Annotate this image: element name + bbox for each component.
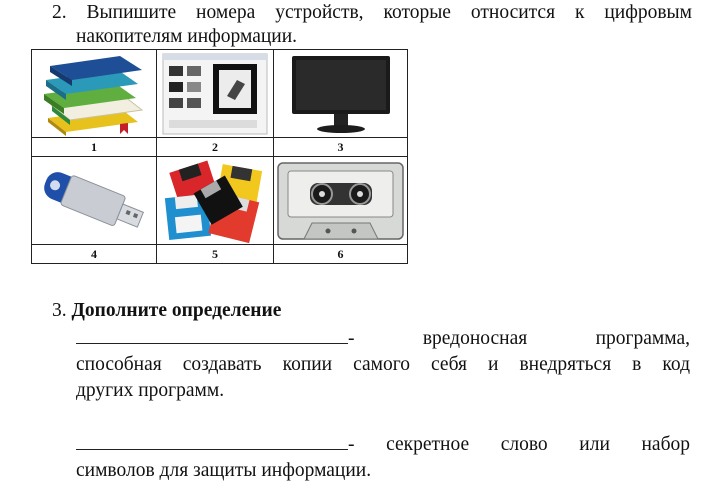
definition-2-row-1 [76,432,690,458]
question-2-text-line-2: накопителям информации. [76,26,298,47]
answer-blank-1[interactable] [76,327,348,344]
photo-gallery-icon [157,50,273,137]
definition-1 [76,326,690,404]
device-number-5: 5 [157,245,274,264]
definition-1-row-1 [76,326,690,352]
device-cell-5 [157,157,274,245]
books-icon [32,50,156,137]
device-cell-3 [274,50,408,138]
monitor-icon [274,50,407,137]
question-3-number: 3. [52,300,67,321]
question-3-title: Дополните определение [71,300,282,321]
device-number-2: 2 [157,138,274,157]
definition-2 [76,432,690,484]
answer-blank-2[interactable] [76,433,348,450]
device-cell-6 [274,157,408,245]
floppy-disks-icon [157,157,273,244]
device-cell-4 [32,157,157,245]
device-number-1: 1 [32,138,157,157]
definition-1-row-2: способная создавать копии самого себя и внедряться в код [76,354,690,375]
device-number-4: 4 [32,245,157,264]
question-3-heading [52,300,281,322]
definition-1-text-1: - вредоносная программа, [348,328,690,349]
device-number-3: 3 [274,138,408,157]
definition-2-text-1: - секретное слово или набор [348,434,690,455]
question-2-text-line-1: 2. Выпишите номера устройств, которые относится к цифровым [52,2,692,23]
usb-flash-drive-icon [32,157,156,244]
device-cell-2 [157,50,274,138]
audio-cassette-icon [274,157,407,244]
devices-table [31,49,408,264]
definition-1-row-3: других программ. [76,380,225,401]
device-number-6: 6 [274,245,408,264]
device-cell-1 [32,50,157,138]
definition-2-row-2: символов для защиты информации. [76,460,372,481]
